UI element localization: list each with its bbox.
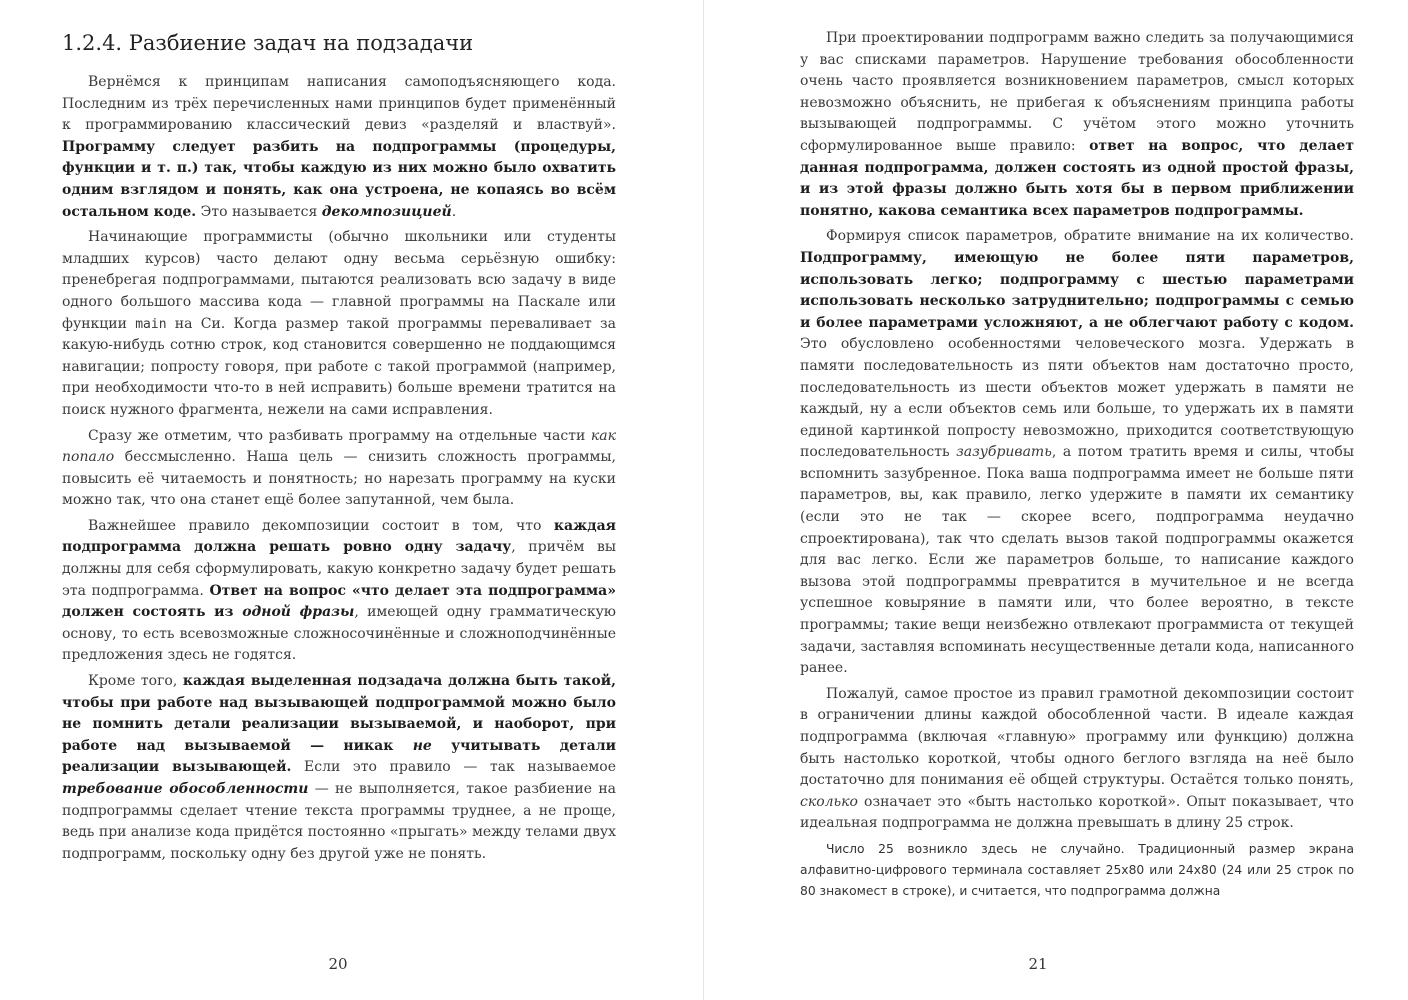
section-heading: 1.2.4. Разбиение задач на подзадачи [62,31,474,55]
text: , а потом тратить время и силы, чтобы вспомнить зазубренное. Пока ваша подпрограмма имеет не больше пяти параметров, вы, как правило, легко удержите в памяти их семантику (если это не так — скорее всего, подпрограмма неудачно спроектирована), так что сделать вызов такой подпрограммы окажется для вас легко. Если же параметров больше, то написание каждого вызова этой подпрограммы превратится в мучительное и не всегда успешное ковыряние в памяти или, что более вероятно, в тексте программы; такие вещи неизбежно отвлекают программиста от текущей задачи, заставляя вспоминать несущественные детали кода, написанного ранее. [800,444,1354,677]
text: . [451,203,457,220]
paragraph [800,684,1354,835]
bold-text: Программу следует разбить на подпрограммы (процедуры, функции и т. п.) так, чтобы каждую из них можно было охватить одним взглядом и понять, как она устроена, не копаясь во всём остальном коде. [62,138,616,220]
text: При проектировании подпрограмм важно следить за получающимися у вас списками параметров. Нарушение требования обособленности очень часто проявляется возникновением параметров, смысл которых невозможно объяснить, не прибегая к объяснениям принципа работы вызывающей подпрограммы. С учётом этого можно уточнить сформулированное выше правило: [800,30,1354,154]
paragraph [62,72,616,223]
bold-text: ответ на вопрос, что делает данная подпрограмма, должен состоять из одной простой фразы, и из этой фразы должно быть хотя бы в первом приближении понятно, какова семантика всех параметров подпрограммы. [800,137,1354,219]
text: Кроме того, [88,673,183,690]
text: Формируя список параметров, обратите внимание на их количество. [826,228,1354,245]
text: Важнейшее правило декомпозиции состоит в том, что [88,517,554,534]
bold-italic-term: декомпозицией [321,203,452,220]
text: означает это «быть настолько короткой». Опыт показывает, что идеальная подпрограмма не должна превышать в длину 25 строк. [800,793,1354,832]
text: на Си. Когда размер такой программы переваливает за какую-нибудь сотню строк, код становится совершенно не поддающимся навигации; попросту говоря, при работе с такой программой (например, при необходимости что-то в ней исправить) больше времени тратится на поиск нужного фрагмента, нежели на сами исправления. [62,315,616,418]
right-page [704,0,1408,1000]
paragraph [62,426,616,512]
code-term: main [135,316,167,332]
right-text-column [800,28,1354,902]
text: Это обусловлено особенностями человеческого мозга. Удержать в памяти последовательность из пяти объектов нам достаточно просто, последовательность из шести объектов может удержать в памяти не каждый, ну а если объектов семь или больше, то удержать их в памяти единой картинкой попросту невозможно, приходится соответствующую последовательность [800,336,1354,461]
text: , имеющей одну грамматическую основу, то есть всевозможные сложносочинённые и сложноподчинённые предложения здесь не годятся. [62,604,616,664]
bold-text: Подпрограмму, имеющую не более пяти параметров, использовать легко; подпрограмму с шестью параметрами использовать несколько затруднительно; подпрограммы с семью и более параметрами усложняют, а не облегчают работу с кодом. [800,249,1354,331]
text: Начинающие программисты (обычно школьники или студенты младших курсов) часто делают одну весьма серьёзную ошибку: пренебрегая подпрограммами, пытаются реализовать всю задачу в виде одного большого массива кода — главной программы на Паскале или функции [62,229,616,332]
italic-term: зазубривать [956,444,1052,461]
text: бессмысленно. Наша цель — снизить сложность программы, повысить её читаемость и понятность; но нарезать программу на куски можно так, что она станет ещё более запутанной, чем была. [62,449,616,509]
text: , причём вы должны для себя сформулировать, какую конкретно задачу будет решать эта подпрограмма. [62,539,616,599]
bold-text: учитывать детали реализации вызывающей. [62,737,616,776]
page-number: 21 [1028,955,1048,973]
paragraph [62,516,616,667]
footnote-text: Число 25 возникло здесь не случайно. Традиционный размер экрана алфавитно-цифрового терминала составляет 25x80 или 24x80 (24 или 25 строк по 80 знакомест в строке), и считается, что подпрограмма должна [800,841,1354,898]
paragraph [62,227,616,421]
paragraph [62,671,616,865]
bold-italic-term: одной фразы [242,604,355,621]
text: Если это правило — так называемое [291,759,616,776]
paragraph [800,28,1354,222]
text: Сразу же отметим, что разбивать программу на отдельные части [88,427,591,444]
bold-text: Ответ на вопрос «что делает эта подпрограмма» должен состоять из [62,582,617,621]
text: Вернёмся к принципам написания самоподъясняющего кода. Последним из трёх перечисленных нами принципов будет применённый к программированию классический девиз «разделяй и властвуй». [62,74,616,134]
bold-text: каждая подпрограмма должна решать ровно одну задачу [62,517,616,556]
bold-italic-term: не [412,737,432,754]
paragraph [800,226,1354,679]
page-number: 20 [328,955,348,973]
text: Пожалуй, самое простое из правил грамотной декомпозиции состоит в ограничении длины каждой обособленной части. В идеале каждая подпрограмма (включая «главную» программу или функцию) должна быть настолько короткой, чтобы одного беглого взгляда на неё было достаточно для понимания её общей структуры. Остаётся только понять, [800,685,1354,789]
bold-italic-term: требование обособленности [62,781,309,797]
text: Это называется [196,203,322,220]
text: — не выполняется, такое разбиение на подпрограммы сделает чтение текста программы труднее, а не проще, ведь при анализе кода придётся постоянно «прыгать» между телами двух подпрограмм, поскольку одну без другой уже не понять. [62,781,616,862]
italic-term: сколько [800,793,858,810]
bold-text: каждая выделенная подзадача должна быть такой, чтобы при работе над вызывающей подпрограммой можно было не помнить детали реализации вызываемой, и наоборот, при работе над вызываемой — никак [62,673,616,754]
left-text-column [62,28,616,869]
italic-term: как попало [62,427,616,466]
